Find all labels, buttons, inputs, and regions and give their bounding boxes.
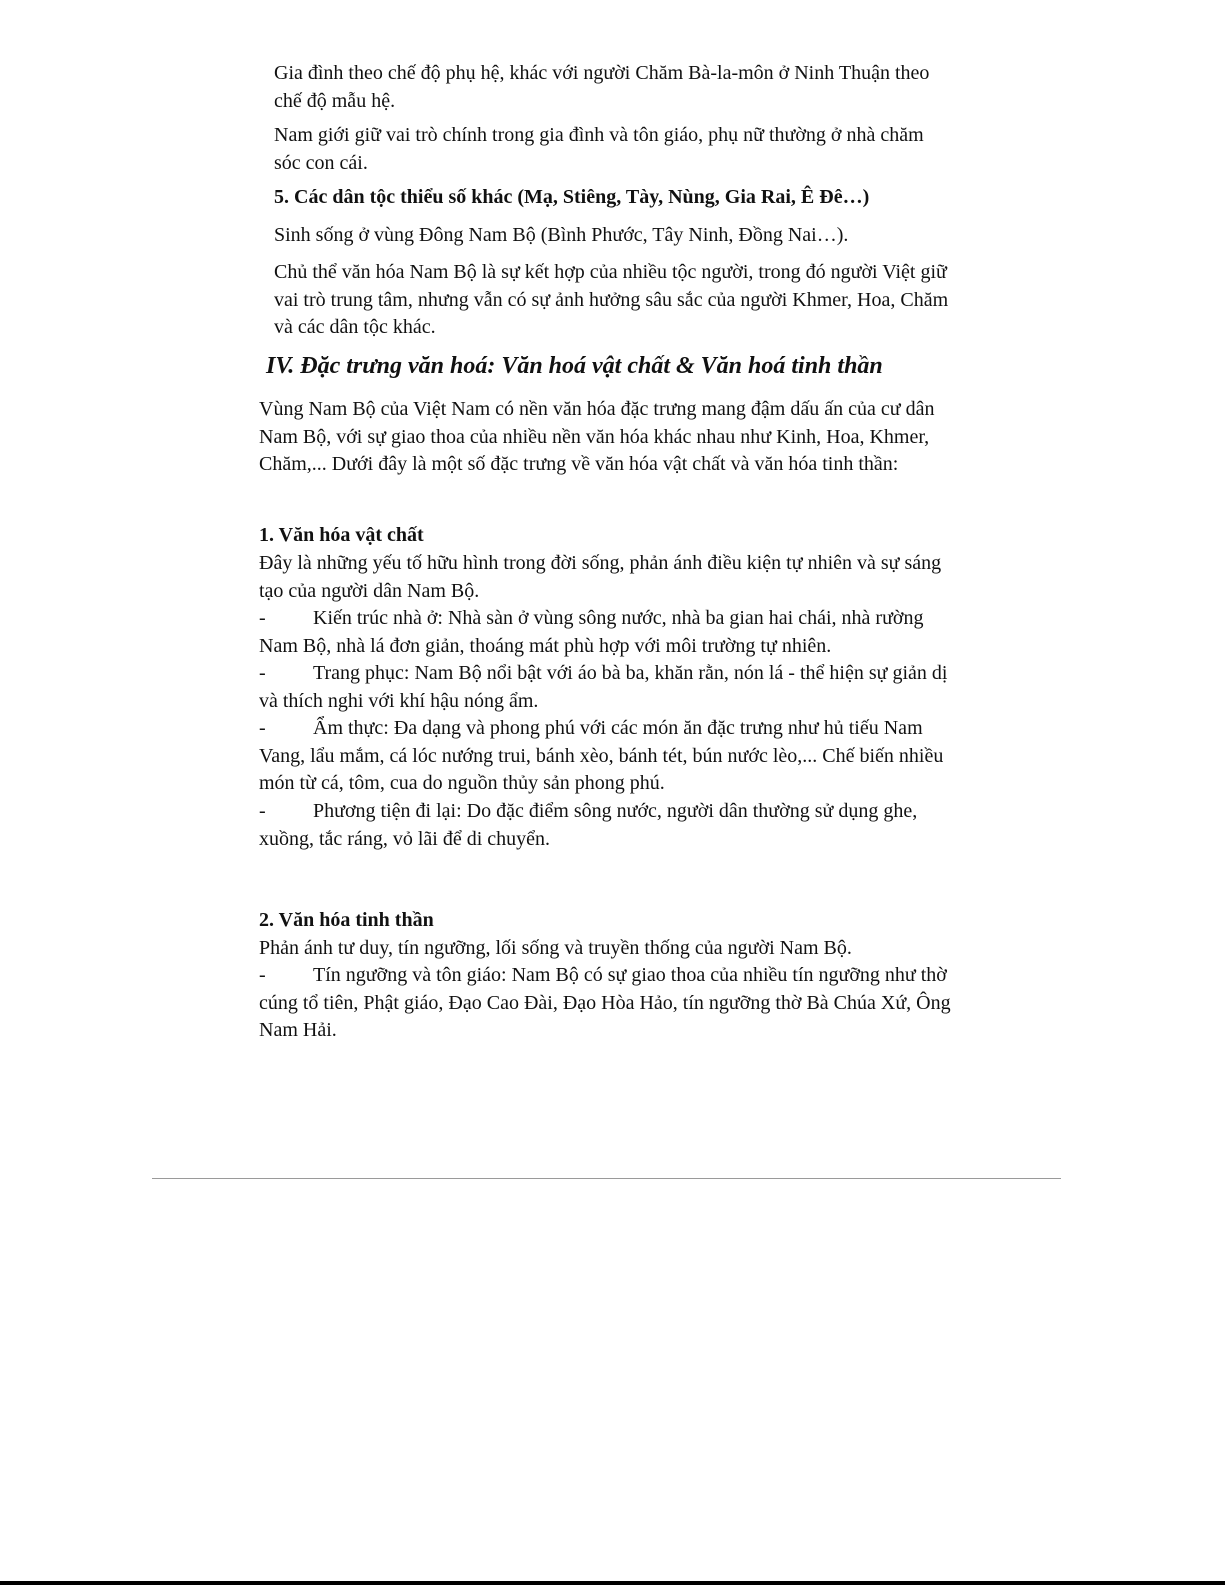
list-item xyxy=(259,605,959,660)
page-footer-divider xyxy=(152,1178,1061,1179)
paragraph-gender-roles: Nam giới giữ vai trò chính trong gia đình và tôn giáo, phụ nữ thường ở nhà chăm sóc con cái. xyxy=(274,124,924,174)
spiritual-culture-title: 2. Văn hóa tinh thần xyxy=(259,909,434,931)
list-item xyxy=(259,715,959,798)
bullet-dash: - xyxy=(259,662,266,684)
spiritual-culture-intro: Phản ánh tư duy, tín ngưỡng, lối sống và truyền thống của người Nam Bộ. xyxy=(259,937,852,959)
list-item-text: Tín ngưỡng và tôn giáo: Nam Bộ có sự giao thoa của nhiều tín ngưỡng như thờ cúng tổ tiên, Phật giáo, Đạo Cao Đài, Đạo Hòa Hảo, tín ngưỡng thờ Bà Chúa Xứ, Ông Nam Hải. xyxy=(259,964,951,1041)
section-5-title: 5. Các dân tộc thiểu số khác (Mạ, Stiêng, Tày, Nùng, Gia Rai, Ê Đê…) xyxy=(274,186,870,208)
chapter-heading: IV. Đặc trưng văn hoá: Văn hoá vật chất & Văn hoá tinh thần xyxy=(266,353,883,379)
chapter-intro: Vùng Nam Bộ của Việt Nam có nền văn hóa đặc trưng mang đậm dấu ấn của cư dân Nam Bộ, với sự giao thoa của nhiều nền văn hóa khác nhau như Kinh, Hoa, Khmer, Chăm,... Dưới đây là một số đặc trưng về văn hóa vật chất và văn hóa tinh thần: xyxy=(259,398,935,475)
page-bottom-edge xyxy=(0,1581,1225,1585)
list-item-text: Phương tiện đi lại: Do đặc điểm sông nước, người dân thường sử dụng ghe, xuồng, tắc ráng, vỏ lãi để di chuyển. xyxy=(259,800,918,850)
list-item-text: Kiến trúc nhà ở: Nhà sàn ở vùng sông nước, nhà ba gian hai chái, nhà rường Nam Bộ, nhà lá đơn giản, thoáng mát phù hợp với môi trường tự nhiên. xyxy=(259,607,924,657)
list-item-text: Ẩm thực: Đa dạng và phong phú với các món ăn đặc trưng như hủ tiếu Nam Vang, lẩu mắm, cá lóc nướng trui, bánh xèo, bánh tét, bún nước lèo,... Chế biến nhiều món từ cá, tôm, cua do nguồn thủy sản phong phú. xyxy=(259,717,944,794)
paragraph-patrilineal: Gia đình theo chế độ phụ hệ, khác với người Chăm Bà-la-môn ở Ninh Thuận theo chế độ mẫu hệ. xyxy=(274,62,930,112)
bullet-dash: - xyxy=(259,964,266,986)
section-5-text: Sinh sống ở vùng Đông Nam Bộ (Bình Phước, Tây Ninh, Đồng Nai…). xyxy=(274,224,849,246)
bullet-dash: - xyxy=(259,800,266,822)
summary-paragraph: Chủ thể văn hóa Nam Bộ là sự kết hợp của nhiều tộc người, trong đó người Việt giữ vai trò trung tâm, nhưng vẫn có sự ảnh hưởng sâu sắc của người Khmer, Hoa, Chăm và các dân tộc khác. xyxy=(274,261,949,338)
material-culture-intro: Đây là những yếu tố hữu hình trong đời sống, phản ánh điều kiện tự nhiên và sự sáng tạo của người dân Nam Bộ. xyxy=(259,552,942,602)
list-item-text: Trang phục: Nam Bộ nổi bật với áo bà ba, khăn rằn, nón lá - thể hiện sự giản dị và thích nghi với khí hậu nóng ẩm. xyxy=(259,662,948,712)
list-item xyxy=(259,962,959,1045)
bullet-dash: - xyxy=(259,607,266,629)
list-item xyxy=(259,660,959,715)
bullet-dash: - xyxy=(259,717,266,739)
list-item xyxy=(259,798,959,853)
material-culture-title: 1. Văn hóa vật chất xyxy=(259,524,424,546)
